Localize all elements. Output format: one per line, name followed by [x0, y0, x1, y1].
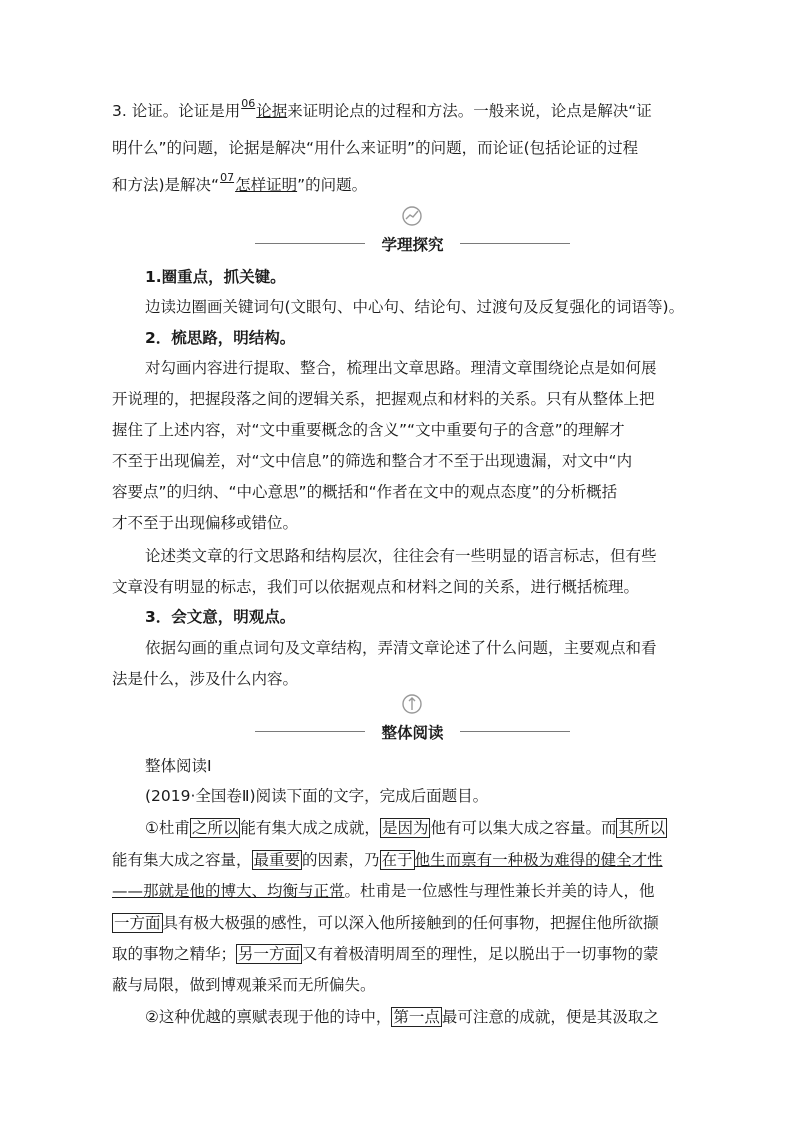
marker-number: 07 — [220, 171, 235, 184]
passage-line — [112, 850, 663, 870]
blank-answer: 论据 — [256, 102, 288, 120]
divider-right — [460, 731, 570, 732]
text: 能有集大成之成就， — [240, 819, 380, 837]
text: 和方法)是解决“ — [112, 176, 220, 194]
text: 具有极大极强的感性，可以深入他所接触到的任何事物，把握住他所欲撷 — [162, 914, 659, 932]
section-header-study — [255, 231, 570, 255]
step-2-text-line: 握住了上述内容，对“文中重要概念的含义”“文中重要句子的含意”的理解才 — [112, 421, 625, 439]
step-3-text-line: 法是什么，涉及什么内容。 — [112, 670, 299, 688]
text: 3. 论证。论证是用 — [112, 102, 241, 120]
blank-answer: 怎样证明 — [235, 176, 298, 194]
boxed-keyword: 第一点 — [393, 1008, 440, 1026]
passage-line — [112, 881, 655, 901]
argument-line-2 — [112, 138, 638, 158]
book-pen-icon — [401, 693, 423, 715]
section-title: 学理探究 — [381, 236, 444, 254]
boxed-keyword: 最重要 — [253, 851, 301, 869]
text: 的因素，乃 — [302, 851, 380, 869]
boxed-keyword: 是因为 — [381, 819, 429, 837]
marker-number: 06 — [241, 97, 256, 110]
step-2-text-line: 对勾画内容进行提取、整合，梳理出文章思路。理清文章围绕论点是如何展 — [145, 359, 657, 377]
text: 最可注意的成就，便是其汲取之 — [441, 1008, 659, 1026]
passage-line — [112, 944, 659, 964]
underlined-phrase: 他生而禀有一种极为难得的健全才性 — [414, 851, 663, 869]
reading-source: (2019·全国卷Ⅱ)阅读下面的文字，完成后面题目。 — [145, 787, 489, 805]
argument-line-1 — [112, 97, 652, 123]
text: 又有着极清明周至的理性，足以脱出于一切事物的蒙 — [302, 945, 659, 963]
text: 。杜甫是一位感性与理性兼长并美的诗人，他 — [344, 882, 655, 900]
step-3-text-line: 依据勾画的重点词句及文章结构，弄清文章论述了什么问题，主要观点和看 — [145, 639, 657, 657]
step-2-text-line: 开说理的，把握段落之间的逻辑关系，把握观点和材料的关系。只有从整体上把 — [112, 390, 655, 408]
boxed-keyword: 另一方面 — [238, 945, 301, 963]
text: 明什么”的问题，论据是解决“用什么来证明”的问题，而论证(包括论证的过程 — [112, 139, 639, 157]
text: 他有可以集大成之容量。而 — [430, 819, 617, 837]
text: ”的问题。 — [297, 176, 368, 194]
passage-line — [145, 1007, 659, 1027]
text: 来证明论点的过程和方法。一般来说，论点是解决“证 — [287, 102, 652, 120]
text: 取的事物之精华； — [112, 945, 237, 963]
boxed-keyword: 之所以 — [191, 819, 239, 837]
passage-line — [145, 818, 667, 838]
step-1-heading: 1.圈重点，抓关键。 — [145, 268, 286, 286]
passage-line — [112, 913, 659, 933]
step-2-text-line: 才不至于出现偏移或错位。 — [112, 514, 299, 532]
argument-line-3 — [112, 171, 368, 197]
chart-swirl-icon — [401, 205, 423, 227]
text: ①杜甫 — [145, 819, 190, 837]
section-title: 整体阅读 — [381, 724, 444, 742]
paragraph-line: 论述类文章的行文思路和结构层次，往往会有一些明显的语言标志，但有些 — [145, 547, 657, 565]
step-3-heading: 3．会文意，明观点。 — [145, 608, 296, 626]
step-2-text-line: 容要点”的归纳、“中心意思”的概括和“作者在文中的观点态度”的分析概括 — [112, 483, 618, 501]
step-2-heading: 2．梳思路，明结构。 — [145, 329, 296, 347]
step-2-text-line: 不至于出现偏差，对“文中信息”的筛选和整合才不至于出现遗漏，对文中“内 — [112, 452, 633, 470]
boxed-keyword: 其所以 — [618, 819, 665, 837]
step-1-text: 边读边圈画关键词句(文眼句、中心句、结论句、过渡句及反复强化的词语等)。 — [145, 298, 685, 316]
boxed-keyword: 一方面 — [114, 914, 161, 932]
passage-line: 蔽与局限，做到博观兼采而无所偏失。 — [112, 976, 376, 994]
divider-right — [460, 243, 570, 244]
boxed-keyword: 在于 — [381, 851, 413, 869]
reading-subtitle: 整体阅读Ⅰ — [145, 757, 212, 775]
text: ②这种优越的禀赋表现于他的诗中， — [145, 1008, 392, 1026]
text: 能有集大成之容量， — [112, 851, 252, 869]
paragraph-line: 文章没有明显的标志，我们可以依据观点和材料之间的关系，进行概括梳理。 — [112, 578, 640, 596]
underlined-phrase: ——那就是他的博大、均衡与正常 — [112, 882, 345, 900]
section-header-reading — [255, 719, 570, 743]
